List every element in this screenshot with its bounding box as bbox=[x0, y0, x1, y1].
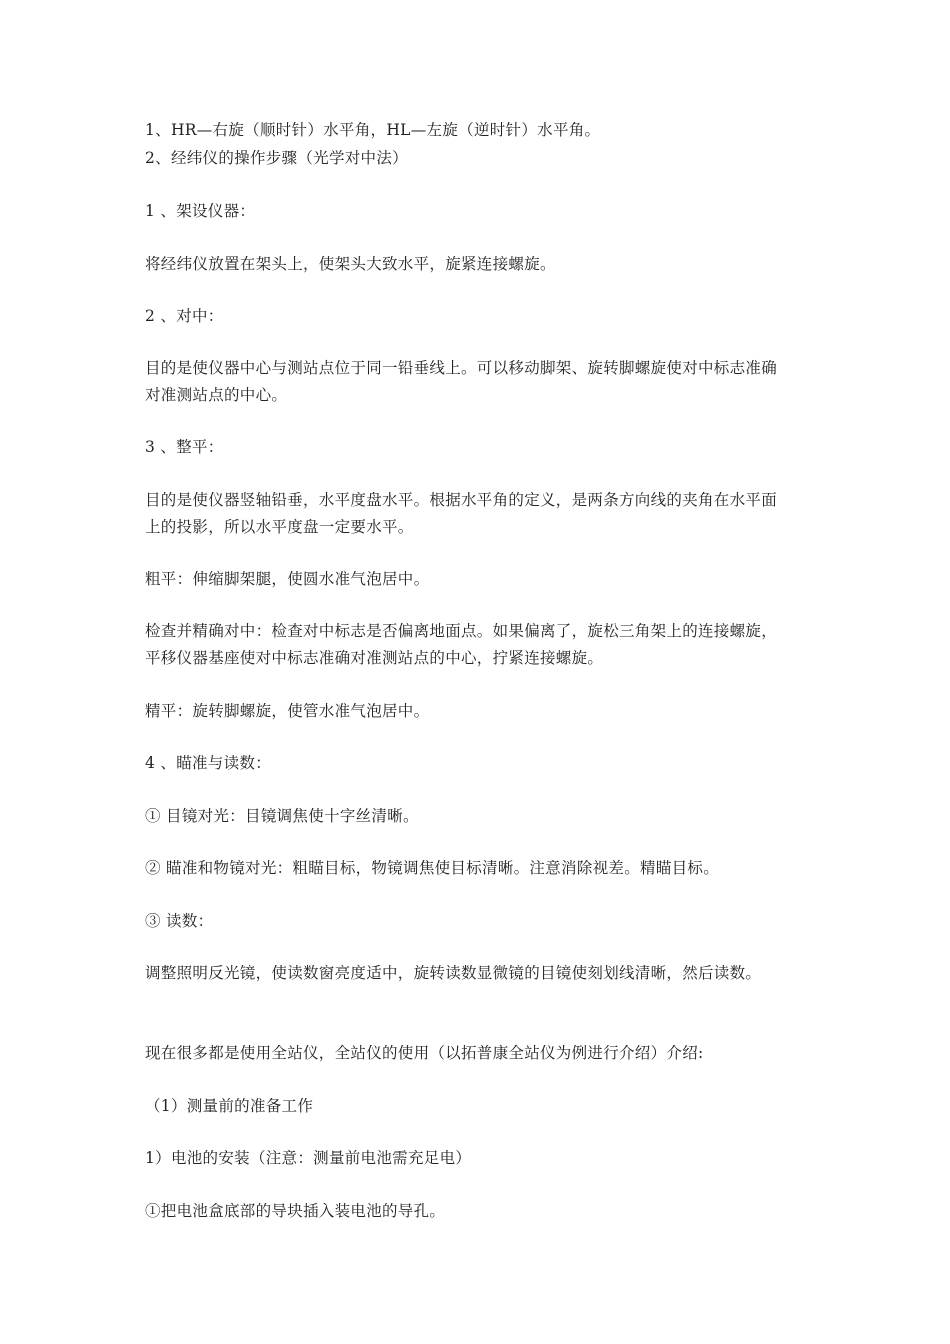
text-line: 精平：旋转脚螺旋，使管水准气泡居中。 bbox=[145, 702, 430, 720]
text-line: 将经纬仪放置在架头上，使架头大致水平，旋紧连接螺旋。 bbox=[145, 255, 556, 273]
section-heading: 4 、瞄准与读数： bbox=[145, 754, 271, 772]
list-item: ② 瞄准和物镜对光：粗瞄目标，物镜调焦使目标清晰。注意消除视差。精瞄目标。 bbox=[145, 859, 720, 877]
section-heading: 1 、架设仪器： bbox=[145, 202, 256, 220]
section-heading: （1）测量前的准备工作 bbox=[145, 1097, 314, 1115]
text-line: 平移仪器基座使对中标志准确对准测站点的中心，拧紧连接螺旋。 bbox=[145, 649, 604, 667]
text-line: 粗平：伸缩脚架腿，使圆水准气泡居中。 bbox=[145, 570, 430, 588]
section-heading: 3 、整平： bbox=[145, 438, 224, 456]
text-line: 现在很多都是使用全站仪，全站仪的使用（以拓普康全站仪为例进行介绍）介绍: bbox=[145, 1044, 704, 1062]
section-heading: 2 、对中： bbox=[145, 307, 224, 325]
text-line: 目的是使仪器中心与测站点位于同一铅垂线上。可以移动脚架、旋转脚螺旋使对中标志准确 bbox=[145, 359, 778, 377]
text-line: 上的投影，所以水平度盘一定要水平。 bbox=[145, 518, 414, 536]
text-line: 调整照明反光镜，使读数窗亮度适中，旋转读数显微镜的目镜使刻划线清晰，然后读数。 bbox=[145, 964, 762, 982]
list-item: ① 目镜对光：目镜调焦使十字丝清晰。 bbox=[145, 807, 419, 825]
text-line: 目的是使仪器竖轴铅垂，水平度盘水平。根据水平角的定义，是两条方向线的夹角在水平面 bbox=[145, 491, 778, 509]
list-item: ①把电池盒底部的导块插入装电池的导孔。 bbox=[145, 1202, 446, 1220]
text-line: 1）电池的安装（注意：测量前电池需充足电） bbox=[145, 1149, 472, 1167]
text-line: 2、经纬仪的操作步骤（光学对中法） bbox=[145, 149, 408, 167]
text-line: 对准测站点的中心。 bbox=[145, 386, 288, 404]
text-line: 1、HR—右旋（顺时针）水平角，HL—左旋（逆时针）水平角。 bbox=[145, 121, 601, 139]
text-line: 检查并精确对中：检查对中标志是否偏离地面点。如果偏离了，旋松三角架上的连接螺旋， bbox=[145, 622, 778, 640]
list-item: ③ 读数： bbox=[145, 912, 214, 930]
